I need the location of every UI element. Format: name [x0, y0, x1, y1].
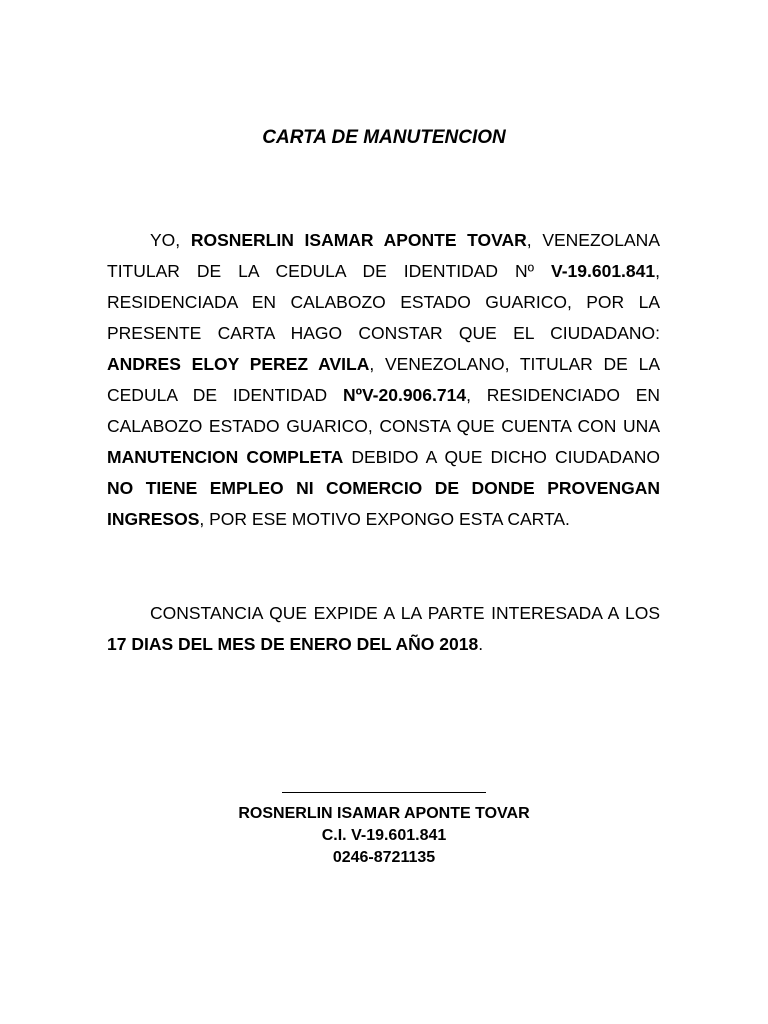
p1-text-5: , RESIDENCIADO EN CALABOZO ESTADO GUARICO, CONSTA QUE CUENTA CON UNA	[107, 385, 660, 436]
p1-text-7: , POR ESE MOTIVO EXPONGO ESTA CARTA.	[199, 509, 570, 529]
p1-text-3: , RESIDENCIADA EN CALABOZO ESTADO GUARICO, POR LA PRESENTE CARTA HAGO CONSTAR QUE EL CIUDADANO:	[107, 261, 660, 343]
beneficiary-id-number: NºV-20.906.714	[342, 385, 467, 405]
body-paragraph-2	[107, 598, 660, 660]
signature-block	[0, 803, 768, 869]
body-paragraph-1	[107, 225, 660, 535]
signer-phone: 0246-8721135	[332, 849, 436, 866]
p1-text-1: YO,	[150, 230, 191, 250]
p2-text-1: CONSTANCIA QUE EXPIDE A LA PARTE INTERESADA A LOS	[150, 603, 660, 623]
document-title: CARTA DE MANUTENCION	[262, 127, 506, 148]
signer-id: C.I. V-19.601.841	[321, 827, 447, 844]
p1-text-2: , VENEZOLANA TITULAR DE LA CEDULA DE IDENTIDAD Nº	[107, 230, 660, 281]
p1-text-6: DEBIDO A QUE DICHO CIUDADANO	[343, 447, 660, 467]
issuer-id-number: V-19.601.841	[551, 261, 656, 281]
signature-line	[282, 792, 486, 793]
issuer-name: ROSNERLIN ISAMAR APONTE TOVAR	[190, 230, 527, 250]
issue-date: 17 DIAS DEL MES DE ENERO DEL AÑO 2018	[107, 634, 479, 654]
support-type: MANUTENCION COMPLETA	[107, 447, 344, 467]
p1-text-4: , VENEZOLANO, TITULAR DE LA CEDULA DE IDENTIDAD	[107, 354, 660, 405]
employment-statement: NO TIENE EMPLEO NI COMERCIO DE DONDE PROVENGAN INGRESOS	[107, 478, 660, 529]
p2-text-2: .	[478, 634, 484, 654]
beneficiary-name: ANDRES ELOY PEREZ AVILA	[107, 354, 370, 374]
signer-name: ROSNERLIN ISAMAR APONTE TOVAR	[238, 805, 530, 822]
